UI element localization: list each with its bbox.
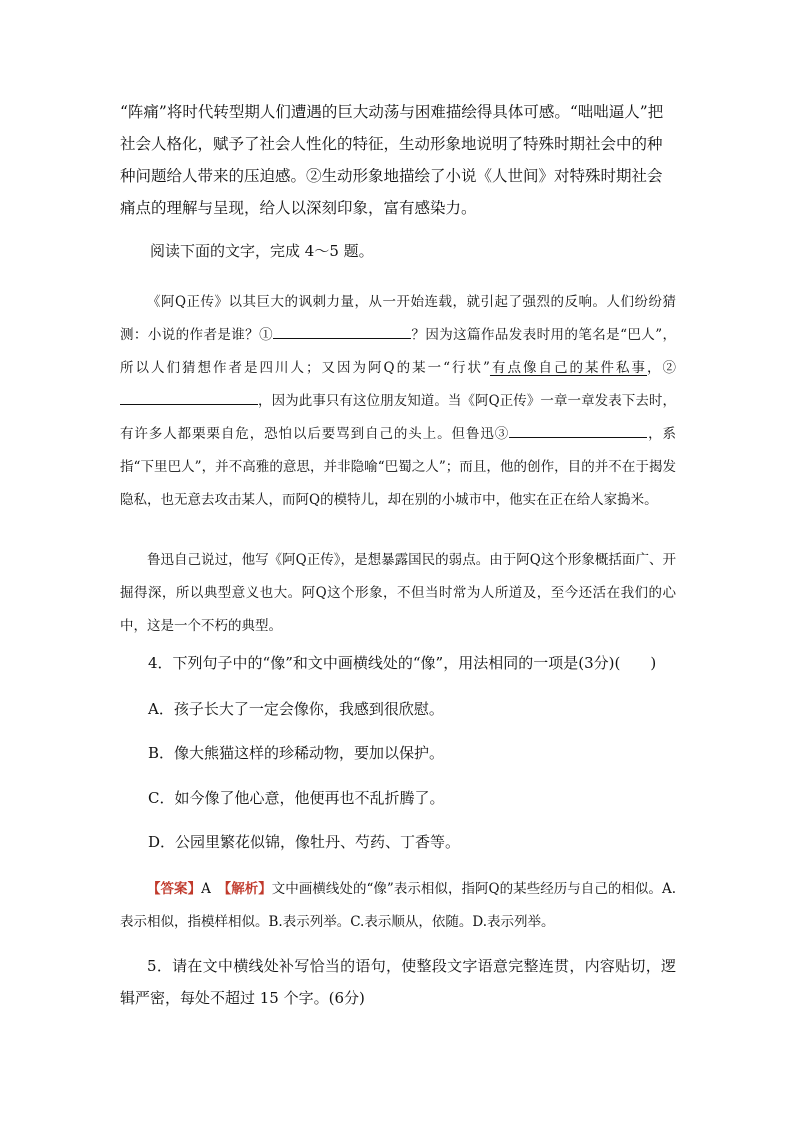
analysis-tag: 【解析】 bbox=[224, 881, 272, 897]
blank-3 bbox=[509, 423, 647, 438]
reading-passage-2: 鲁迅自己说过，他写《阿Q正传》，是想暴露国民的弱点。由于阿Q这个形象概括面广、开掘得深，所以典型意义也大。阿Q这个形象，不但当时常为人所道及，至今还活在我们的心中，这是一个不朽的典型。 bbox=[120, 552, 676, 634]
reading-instruction: 阅读下面的文字，完成 4～5 题。 bbox=[150, 242, 374, 260]
passage-segment-5: ，系指“下里巴人”，并不高雅的意思，并非隐喻“巴蜀之人”；而且，他的创作，目的并不在于揭发隐私，也无意去攻击某人，而阿Q的模特儿，却在别的小城市中，他实在正在给人家搗米。 bbox=[120, 426, 676, 508]
passage-segment-4: ，因为此事只有这位朋友知道。当《阿Q正传》一章一章发表下去时，有许多人都栗栗自危，恐怕以后要骂到自己的头上。但鲁迅③ bbox=[120, 393, 676, 442]
reading-passage bbox=[120, 286, 676, 517]
answer-tag: 【答案】 bbox=[147, 881, 202, 897]
answer-letter: A bbox=[201, 881, 225, 897]
underlined-phrase: 有点像自己的某件私事 bbox=[489, 360, 648, 376]
blank-1 bbox=[273, 324, 411, 339]
option-c: C．如今像了他心意，他便再也不乱折腾了。 bbox=[148, 789, 445, 807]
passage-segment-2: ？因为这篇作品发表时用的笔名是“巴人”，所以人们猜想作者是四川人；又因为阿Q的某一“行状” bbox=[120, 327, 677, 376]
analysis-text: “阵痛”将时代转型期人们遭遇的巨大动荡与困难描绘得具体可感。“咄咄逼人”把社会人格化，赋予了社会人性化的特征，生动形象地说明了特殊时期社会中的种种问题给人带来的压迫感。②生动形象地描绘了小说《人世间》对特殊时期社会痛点的理解与呈现，给人以深刻印象，富有感染力。 bbox=[120, 103, 664, 217]
question-4: 4．下列句子中的“像”和文中画横线处的“像”，用法相同的一项是(3分)( ) bbox=[148, 654, 657, 672]
answer-block bbox=[120, 873, 676, 939]
passage-segment-1: 《阿Q正传》以其巨大的讽刺力量，从一开始连载，就引起了强烈的反响。人们纷纷猜测：小说的作者是谁？① bbox=[120, 294, 676, 343]
option-d: D．公园里繁花似锦，像牡丹、芍药、丁香等。 bbox=[148, 833, 461, 851]
option-a: A．孩子长大了一定会像你，我感到很欣慰。 bbox=[148, 700, 444, 718]
passage-segment-3: ，② bbox=[647, 360, 677, 376]
analysis-text: 文中画横线处的“像”表示相似，指阿Q的某些经历与自己的相似。A.表示相似，指模样相似。B.表示列举。C.表示顺从，依随。D.表示列举。 bbox=[120, 881, 677, 930]
analysis-paragraph bbox=[120, 96, 676, 224]
option-b: B．像大熊猫这样的珍稀动物，要加以保护。 bbox=[148, 744, 445, 762]
question-5: 5．请在文中横线处补写恰当的语句，使整段文字语意完整连贯，内容贴切，逻辑严密，每处不超过 15 个字。(6分) bbox=[120, 957, 676, 1007]
blank-2 bbox=[120, 390, 258, 405]
